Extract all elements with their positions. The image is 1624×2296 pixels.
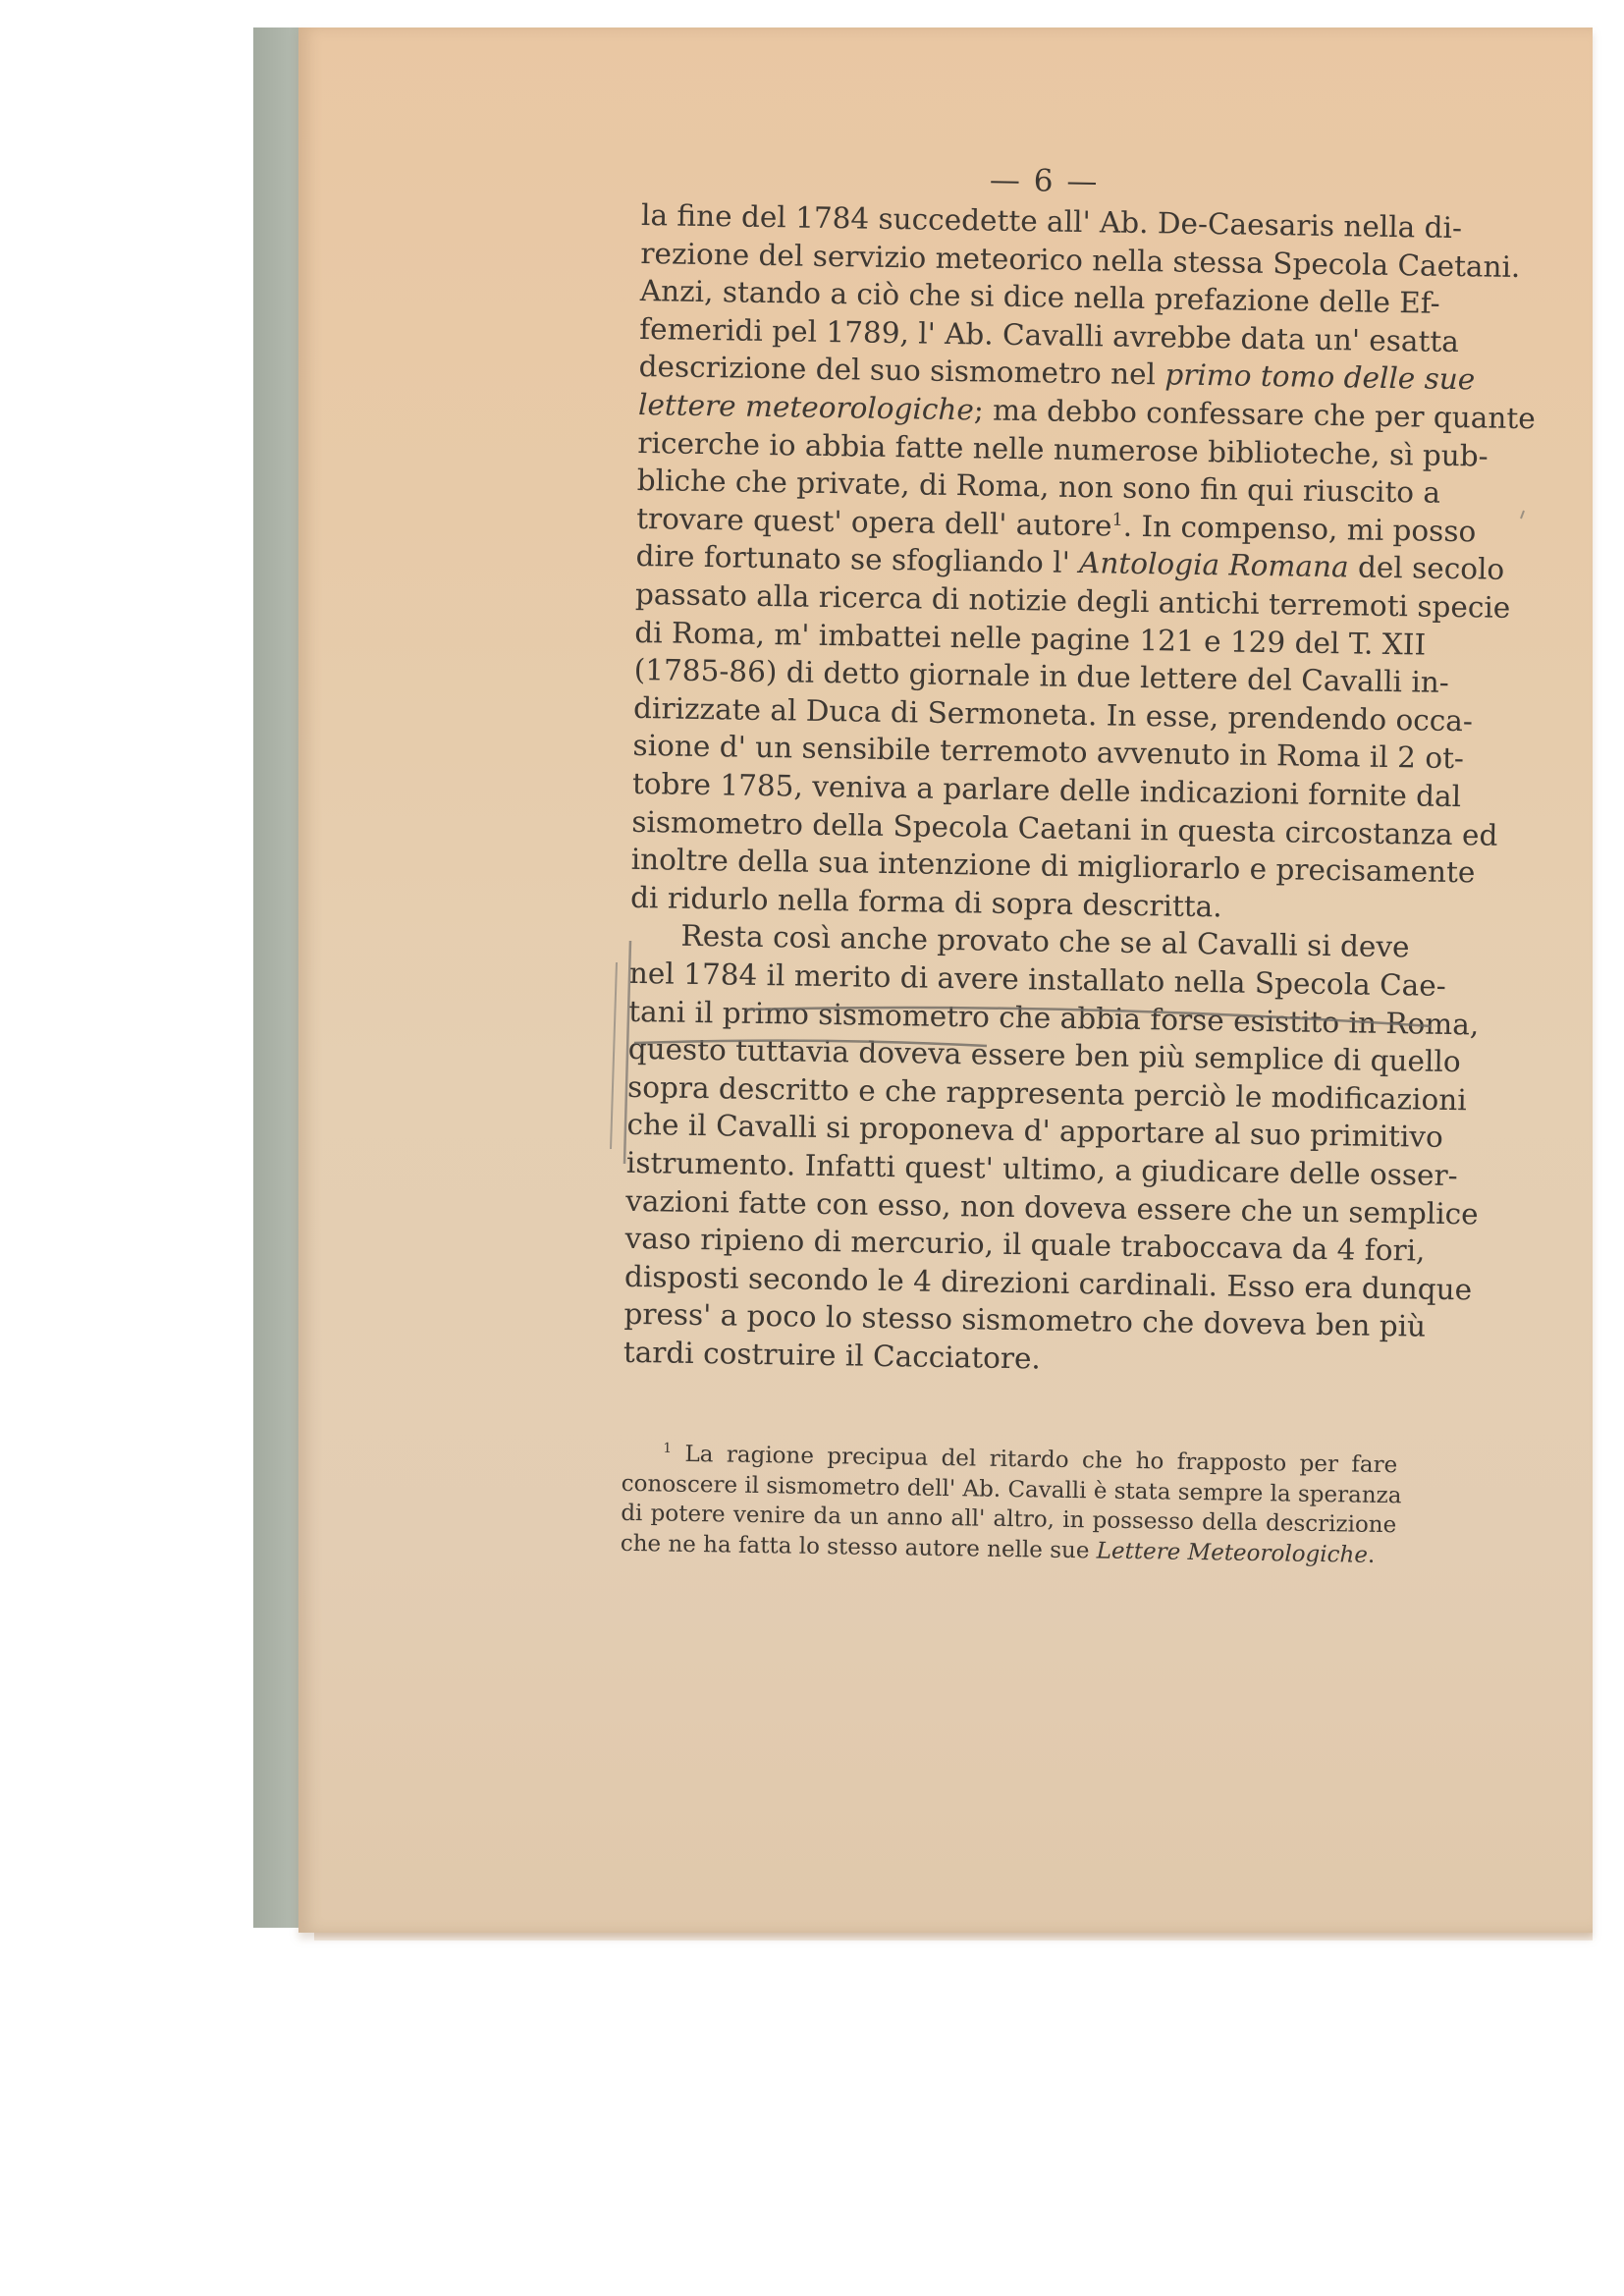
italic-title: lettere meteorologiche	[637, 387, 975, 427]
line-text: questo tuttavia doveva essere ben più semplice di quello	[627, 1032, 1461, 1079]
line-text: sopra descritto e che rappresenta perciò le modificazioni	[626, 1069, 1467, 1118]
line-text: sismometro della Specola Caetani in questa circostanza ed	[631, 804, 1498, 852]
line-text: che il Cavalli si proponeva d' apportare al suo primitivo	[626, 1108, 1444, 1155]
line-text: trovare quest' opera dell' autore	[635, 501, 1112, 543]
italic-title: Lettere Meteorologiche	[1096, 1537, 1369, 1568]
line-text: conoscere il sismometro dell' Ab. Cavalli è stata sempre la speranza	[621, 1470, 1402, 1508]
line-text: tani il primo sismometro che abbia forse esistito in Roma,	[628, 994, 1480, 1042]
line-text: femeridi pel 1789, l' Ab. Cavalli avrebbe data un' esatta	[638, 311, 1460, 358]
line-text: (1785-86) di detto giornale in due lettere del Cavalli in-	[633, 653, 1450, 700]
line-text: bliche che private, di Roma, non sono fin qui riuscito a	[636, 464, 1441, 510]
line-text: di Roma, m' imbattei nelle pagine 121 e 129 del T. XII	[634, 615, 1427, 662]
line-text: tobre 1785, veniva a parlare delle indicazioni fornite dal	[631, 766, 1462, 814]
italic-title: primo tomo delle sue	[1164, 357, 1476, 397]
page-number: — 6 —	[989, 162, 1100, 200]
line-text: passato alla ricerca di notizie degli antichi terremoti specie	[634, 576, 1511, 625]
line-text: disposti secondo le 4 direzioni cardinali. Esso era dunque	[623, 1259, 1473, 1307]
line-text: nel 1784 il merito di avere installato nella Specola Cae-	[628, 956, 1446, 1003]
line-text: che ne ha fatta lo stesso autore nelle sue	[620, 1530, 1097, 1563]
line-text: dirizzate al Duca di Sermoneta. In esse, prendendo occa-	[632, 690, 1474, 738]
line-text: rezione del servizio meteorico nella stessa Specola Caetani.	[640, 236, 1521, 284]
line-text: . In compenso, mi posso	[1122, 509, 1477, 549]
line-text: la fine del 1784 succedette all' Ab. De-Caesaris nella di-	[640, 197, 1463, 246]
line-text: dire fortunato se sfogliando l'	[635, 539, 1080, 580]
line-text: del secolo	[1348, 550, 1505, 587]
line-text: vazioni fatte con esso, non doveva essere che un semplice	[625, 1183, 1479, 1231]
line-text: inoltre della sua intenzione di migliorarlo e precisamente	[630, 843, 1476, 890]
line-text: di potere venire da un anno all' altro, in possesso della descrizione	[621, 1500, 1397, 1539]
footnote-marker: 1	[1111, 510, 1124, 530]
line-text: vaso ripieno di mercurio, il quale traboccava da 4 fori,	[624, 1222, 1426, 1268]
line-text: Anzi, stando a ciò che si dice nella prefazione delle Ef-	[639, 274, 1440, 320]
footnote-marker: 1	[663, 1440, 673, 1456]
line-text: ; ma debbo confessare che per quante	[973, 393, 1536, 436]
line-text: descrizione del suo sismometro nel	[638, 350, 1165, 392]
line-text: .	[1367, 1542, 1376, 1568]
line-text: press' a poco lo stesso sismometro che doveva ben più	[623, 1297, 1427, 1344]
line-text: di ridurlo nella forma di sopra descritta.	[629, 880, 1222, 924]
line-text: ricerche io abbia fatte nelle numerose biblioteche, sì pub-	[637, 425, 1489, 473]
line-text: istrumento. Infatti quest' ultimo, a giudicare delle osser-	[625, 1145, 1458, 1193]
line-text: Resta così anche provato che se al Cavalli si deve	[680, 919, 1410, 964]
line-text: tardi costruire il Cacciatore.	[623, 1335, 1042, 1376]
line-text: sione d' un sensibile terremoto avvenuto in Roma il 2 ot-	[632, 729, 1465, 776]
line-text: La ragione precipua del ritardo che ho frapposto per fare	[671, 1441, 1398, 1479]
italic-title: Antologia Romana	[1078, 546, 1349, 584]
